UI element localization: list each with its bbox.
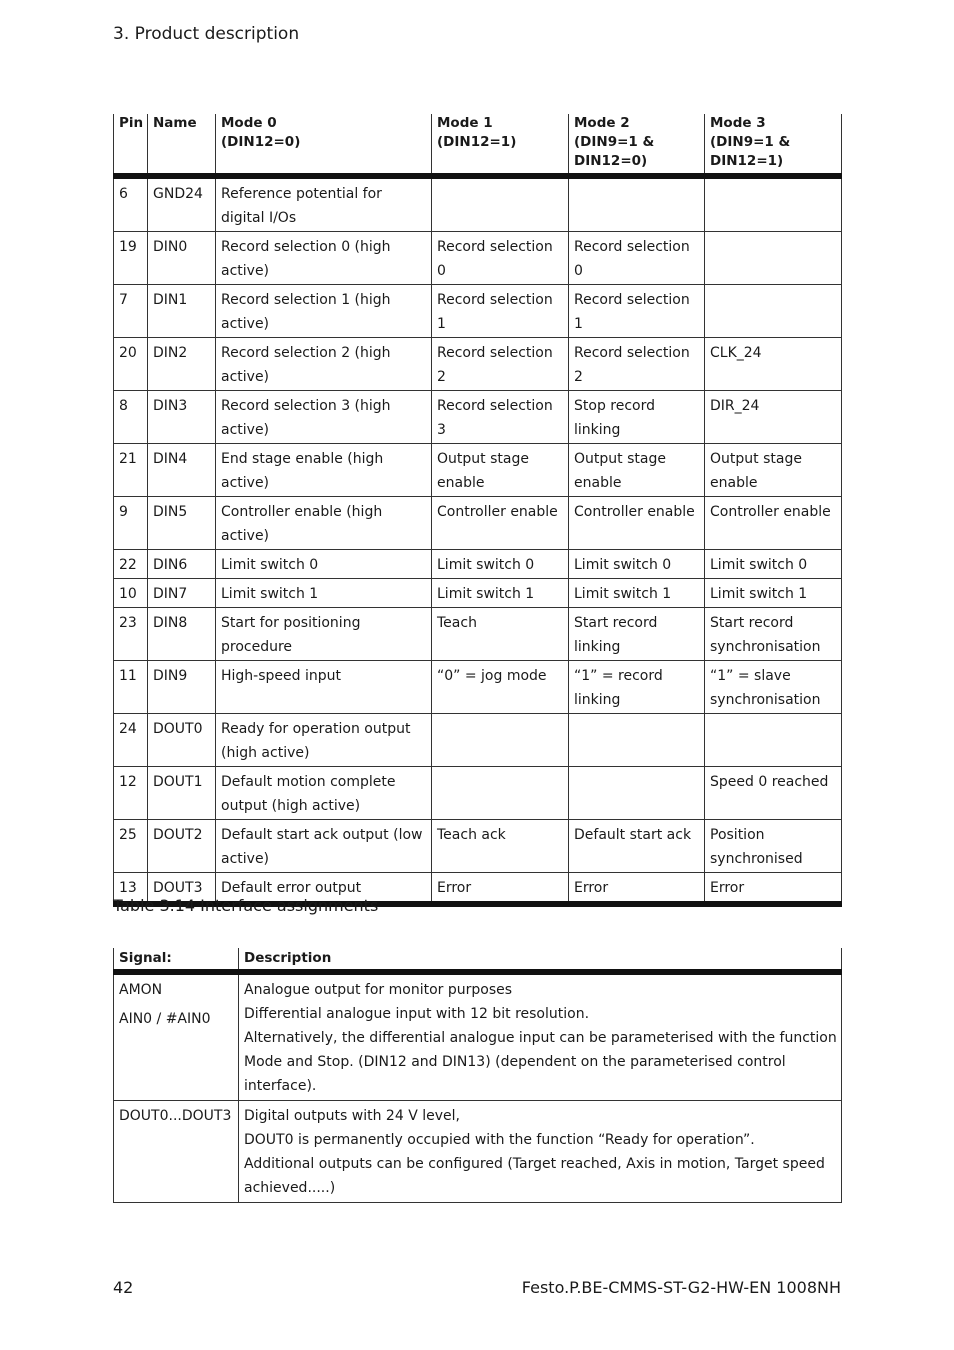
cell-mode3: Output stage enable (705, 444, 842, 497)
signal-name: AIN0 / #AIN0 (119, 1011, 211, 1027)
cell-name: DIN3 (148, 391, 216, 444)
table-header-row (114, 948, 842, 972)
signal-name: AMON (119, 982, 163, 998)
cell-mode3 (705, 176, 842, 232)
table-caption: Table 3.14 Interface assignments (113, 896, 379, 915)
cell-mode1: Record selection 0 (432, 232, 569, 285)
cell-name: GND24 (148, 176, 216, 232)
cell-pin: 7 (114, 285, 148, 338)
cell-mode1: Controller enable (432, 497, 569, 550)
table-row (114, 176, 842, 232)
cell-pin: 25 (114, 820, 148, 873)
cell-name: DIN5 (148, 497, 216, 550)
cell-pin: 8 (114, 391, 148, 444)
cell-mode2: Default start ack (569, 820, 705, 873)
cell-mode3: Start record synchronisation (705, 608, 842, 661)
table-row (114, 444, 842, 497)
cell-mode1: “0” = jog mode (432, 661, 569, 714)
table-row (114, 391, 842, 444)
cell-mode2: Limit switch 1 (569, 579, 705, 608)
column-header: Name (148, 114, 216, 176)
cell-mode1: Error (432, 873, 569, 905)
cell-name: DIN8 (148, 608, 216, 661)
cell-mode0: Limit switch 0 (216, 550, 432, 579)
cell-mode0: Default error output (216, 873, 432, 905)
cell-mode1: Limit switch 0 (432, 550, 569, 579)
cell-mode2 (569, 767, 705, 820)
cell-mode3: Speed 0 reached (705, 767, 842, 820)
table-row (114, 767, 842, 820)
cell-name: DIN7 (148, 579, 216, 608)
cell-description (239, 1101, 842, 1203)
cell-mode0: Reference potential for digital I/Os (216, 176, 432, 232)
cell-name: DIN2 (148, 338, 216, 391)
cell-mode2: “1” = record linking (569, 661, 705, 714)
cell-pin: 21 (114, 444, 148, 497)
description-line: Differential analogue input with 12 bit resolution. (244, 1006, 590, 1022)
cell-mode0: Limit switch 1 (216, 579, 432, 608)
description-line: Mode and Stop. (DIN12 and DIN13) (dependent on the parameterised control interface). (244, 1054, 786, 1094)
column-header: Mode 1 (DIN12=1) (432, 114, 569, 176)
cell-mode3 (705, 232, 842, 285)
cell-mode2: Record selection 2 (569, 338, 705, 391)
cell-mode3: CLK_24 (705, 338, 842, 391)
cell-mode2: Record selection 0 (569, 232, 705, 285)
description-line: DOUT0 is permanently occupied with the function “Ready for operation”. (244, 1132, 755, 1148)
cell-pin: 6 (114, 176, 148, 232)
cell-pin: 24 (114, 714, 148, 767)
cell-mode1: Teach (432, 608, 569, 661)
cell-mode3 (705, 714, 842, 767)
column-header: Description (239, 948, 842, 972)
table-row (114, 338, 842, 391)
cell-pin: 23 (114, 608, 148, 661)
cell-mode1 (432, 767, 569, 820)
cell-pin: 10 (114, 579, 148, 608)
column-header: Signal: (114, 948, 239, 972)
cell-mode0: Controller enable (high active) (216, 497, 432, 550)
cell-pin: 22 (114, 550, 148, 579)
signal-description-table (113, 948, 842, 1203)
cell-mode1: Teach ack (432, 820, 569, 873)
cell-mode0: Default motion complete output (high active) (216, 767, 432, 820)
cell-mode3: Limit switch 0 (705, 550, 842, 579)
table-row (114, 820, 842, 873)
cell-mode1: Limit switch 1 (432, 579, 569, 608)
cell-mode0: Default start ack output (low active) (216, 820, 432, 873)
cell-mode2: Stop record linking (569, 391, 705, 444)
cell-mode2: Error (569, 873, 705, 905)
cell-mode1: Record selection 3 (432, 391, 569, 444)
page-number: 42 (113, 1278, 134, 1297)
cell-mode0: Record selection 2 (high active) (216, 338, 432, 391)
cell-pin: 11 (114, 661, 148, 714)
table-header-row (114, 114, 842, 176)
cell-signal (114, 1101, 239, 1203)
column-header: Mode 0 (DIN12=0) (216, 114, 432, 176)
table-row (114, 285, 842, 338)
cell-mode3: DIR_24 (705, 391, 842, 444)
cell-name: DIN9 (148, 661, 216, 714)
column-header: Mode 2 (DIN9=1 & DIN12=0) (569, 114, 705, 176)
column-header: Pin (114, 114, 148, 176)
cell-mode1 (432, 714, 569, 767)
cell-mode3: Error (705, 873, 842, 905)
interface-assignments-table (113, 114, 842, 907)
cell-mode0: High-speed input (216, 661, 432, 714)
cell-mode1: Record selection 2 (432, 338, 569, 391)
cell-mode2: Start record linking (569, 608, 705, 661)
cell-name: DOUT3 (148, 873, 216, 905)
cell-mode2 (569, 176, 705, 232)
description-line: Digital outputs with 24 V level, (244, 1108, 460, 1124)
cell-name: DOUT2 (148, 820, 216, 873)
cell-name: DOUT0 (148, 714, 216, 767)
cell-mode0: Record selection 0 (high active) (216, 232, 432, 285)
cell-signal (114, 972, 239, 1101)
cell-name: DIN1 (148, 285, 216, 338)
document-id: Festo.P.BE-CMMS-ST-G2-HW-EN 1008NH (521, 1278, 841, 1297)
cell-name: DIN6 (148, 550, 216, 579)
table-row (114, 972, 842, 1101)
cell-pin: 13 (114, 873, 148, 905)
table-row (114, 579, 842, 608)
cell-mode1: Output stage enable (432, 444, 569, 497)
section-header: 3. Product description (113, 24, 300, 44)
table-row (114, 550, 842, 579)
description-line: Analogue output for monitor purposes (244, 982, 513, 998)
cell-name: DIN0 (148, 232, 216, 285)
cell-mode1 (432, 176, 569, 232)
cell-mode2: Limit switch 0 (569, 550, 705, 579)
table-row (114, 608, 842, 661)
description-line: Additional outputs can be configured (Target reached, Axis in motion, Target speed (244, 1156, 825, 1172)
cell-mode0: Ready for operation output (high active) (216, 714, 432, 767)
signal-name: DOUT0...DOUT3 (119, 1108, 232, 1124)
cell-mode2: Record selection 1 (569, 285, 705, 338)
table-row (114, 661, 842, 714)
cell-name: DIN4 (148, 444, 216, 497)
description-line: achieved.....) (244, 1180, 336, 1196)
table-row (114, 714, 842, 767)
cell-description (239, 972, 842, 1101)
cell-mode0: Record selection 1 (high active) (216, 285, 432, 338)
cell-pin: 19 (114, 232, 148, 285)
cell-mode3 (705, 285, 842, 338)
cell-pin: 12 (114, 767, 148, 820)
table-row (114, 497, 842, 550)
cell-mode2 (569, 714, 705, 767)
cell-mode3: Limit switch 1 (705, 579, 842, 608)
cell-mode3: Position synchronised (705, 820, 842, 873)
cell-mode2: Output stage enable (569, 444, 705, 497)
cell-mode1: Record selection 1 (432, 285, 569, 338)
cell-pin: 9 (114, 497, 148, 550)
description-line: Alternatively, the differential analogue input can be parameterised with the function (244, 1030, 837, 1046)
cell-mode0: Record selection 3 (high active) (216, 391, 432, 444)
column-header: Mode 3 (DIN9=1 & DIN12=1) (705, 114, 842, 176)
cell-name: DOUT1 (148, 767, 216, 820)
table-row (114, 232, 842, 285)
cell-mode0: End stage enable (high active) (216, 444, 432, 497)
cell-mode2: Controller enable (569, 497, 705, 550)
cell-mode0: Start for positioning procedure (216, 608, 432, 661)
cell-mode3: Controller enable (705, 497, 842, 550)
cell-pin: 20 (114, 338, 148, 391)
cell-mode3: “1” = slave synchronisation (705, 661, 842, 714)
table-row (114, 1101, 842, 1203)
